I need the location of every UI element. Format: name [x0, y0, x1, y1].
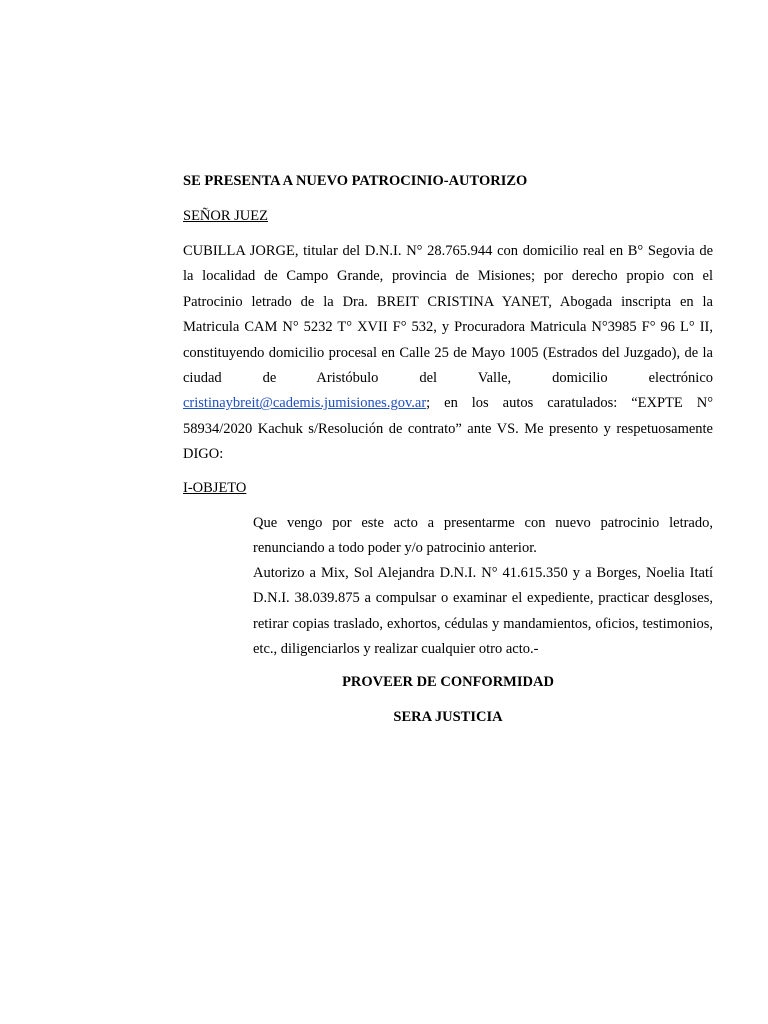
- intro-paragraph: [183, 239, 713, 468]
- document-title: SE PRESENTA A NUEVO PATROCINIO-AUTORIZO: [183, 173, 528, 189]
- section-heading-objeto: I-OBJETO: [183, 480, 247, 496]
- addressee: SEÑOR JUEZ: [183, 208, 268, 224]
- intro-text-after-email: ; en los autos caratulados: “EXPTE N° 58934/2020 Kachuk s/Resolución de contrato” ante VS. Me presento y respetuosamente DIGO:: [183, 395, 713, 463]
- closing-line-justicia: SERA JUSTICIA: [393, 709, 503, 725]
- object-paragraph: Autorizo a Mix, Sol Alejandra D.N.I. N° 41.615.350 y a Borges, Noelia Itatí D.N.I. 38.039.875 a compulsar o examinar el expediente, practicar desgloses, retirar copias traslado, exhortos, cédulas y mandamientos, oficios, testimonios, etc., diligenciarlos y realizar cualquier otro acto.-: [253, 565, 713, 658]
- intro-text-before-email: CUBILLA JORGE, titular del D.N.I. N° 28.765.944 con domicilio real en B° Segovia de la localidad de Campo Grande, provincia de Misiones; por derecho propio con el Patrocinio letrado de la Dra. BREIT CRISTINA YANET, Abogada inscripta en la Matricula CAM N° 5232 T° XVII F° 532, y Procuradora Matricula N°3985 F° 96 L° II, constituyendo domicilio procesal en Calle 25 de Mayo 1005 (Estrados del Juzgado), de la ciudad de Aristóbulo del Valle, domicilio electrónico: [183, 243, 713, 387]
- object-paragraph: Que vengo por este acto a presentarme con nuevo patrocinio letrado, renunciando a todo poder y/o patrocinio anterior.: [253, 515, 713, 557]
- closing-line-proveer: PROVEER DE CONFORMIDAD: [342, 674, 554, 690]
- email-link[interactable]: cristinaybreit@cademis.jumisiones.gov.ar: [183, 395, 427, 412]
